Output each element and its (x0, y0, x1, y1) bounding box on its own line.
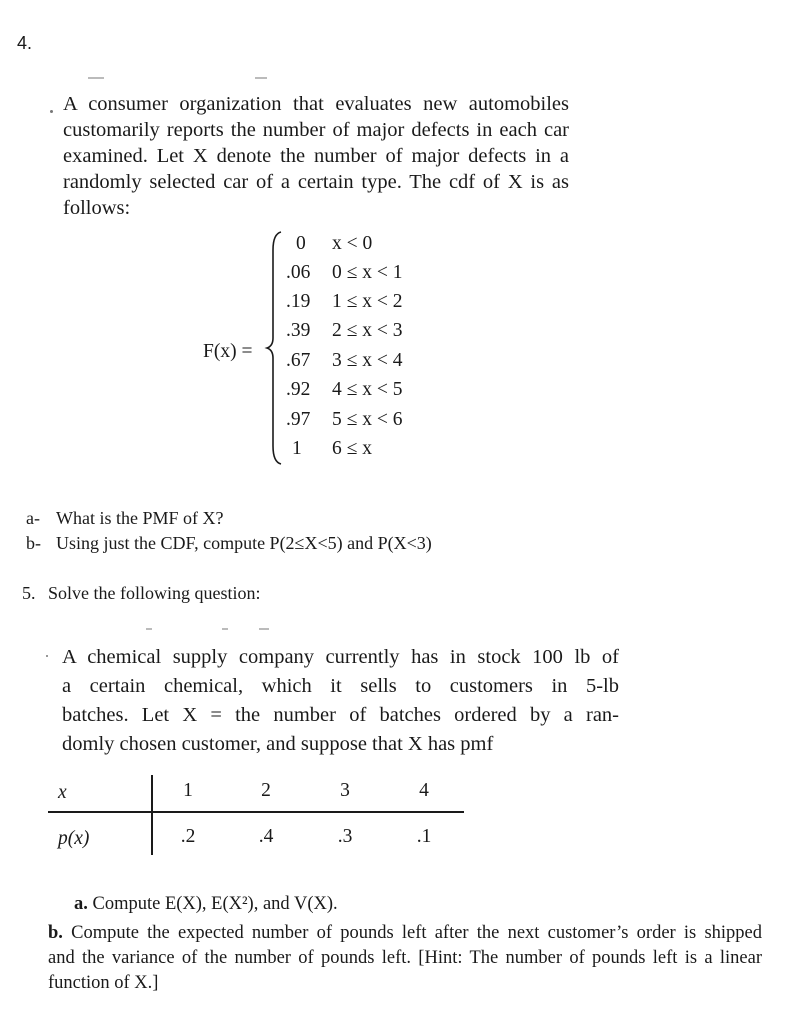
pmf-x-value: 1 (183, 780, 193, 801)
part-b-text: Using just the CDF, compute P(2≤X<5) and P(X<3) (56, 533, 432, 553)
part-b-line: function of X.] (48, 973, 159, 993)
cdf-condition: 6 ≤ x (332, 438, 372, 459)
pmf-table-vertical-rule (151, 775, 153, 855)
bullet-dot (46, 655, 48, 657)
cdf-condition: 0 ≤ x < 1 (332, 262, 403, 283)
cdf-value: .67 (286, 350, 311, 371)
part-a-label: a- (26, 508, 40, 528)
scan-artifact (222, 628, 228, 630)
pmf-p-value: .1 (416, 826, 432, 847)
cdf-condition: 2 ≤ x < 3 (332, 320, 403, 341)
part-b-label: b. (48, 923, 63, 943)
question-5-intro-line: A chemical supply company currently has in stock 100 lb of (62, 646, 619, 668)
cdf-value: 0 (296, 233, 306, 254)
question-5-heading: Solve the following question: (48, 583, 261, 603)
cdf-condition: 4 ≤ x < 5 (332, 379, 403, 400)
scan-artifact (88, 77, 104, 79)
cdf-value: 1 (292, 438, 302, 459)
question-5-intro (62, 643, 619, 759)
question-5-intro-line: batches. Let X = the number of batches ordered by a ran- (62, 704, 619, 726)
scan-artifact (255, 77, 267, 79)
question-5-part-b (48, 921, 762, 996)
cdf-condition: 1 ≤ x < 2 (332, 291, 403, 312)
pmf-p-header: p(x) (58, 828, 90, 849)
pmf-x-value: 4 (419, 780, 429, 801)
part-a-text: Compute E(X), E(X²), and V(X). (92, 894, 338, 914)
question-4-intro-line: follows: (63, 197, 131, 219)
question-4-intro-line: randomly selected car of a certain type. The cdf of X is as (63, 171, 569, 193)
question-4-intro-line: examined. Let X denote the number of major defects in a (63, 145, 569, 167)
pmf-table (48, 775, 464, 855)
question-4-intro (63, 91, 569, 221)
cdf-value: .06 (286, 262, 311, 283)
pmf-x-value: 2 (261, 780, 271, 801)
cdf-condition: 5 ≤ x < 6 (332, 409, 403, 430)
part-a-text: What is the PMF of X? (56, 508, 224, 528)
question-5-intro-line: a certain chemical, which it sells to customers in 5-lb (62, 675, 619, 697)
question-4-part-b (26, 531, 432, 555)
part-a-label: a. (74, 894, 88, 914)
cdf-value: .39 (286, 320, 311, 341)
scan-artifact (146, 628, 152, 630)
question-4-intro-line: customarily reports the number of major defects in each car (63, 119, 569, 141)
pmf-x-value: 3 (340, 780, 350, 801)
cdf-label: F(x) = (203, 341, 253, 362)
part-b-label: b- (26, 533, 41, 553)
pmf-p-value: .4 (258, 826, 274, 847)
scan-artifact (259, 628, 269, 630)
question-4-part-a (26, 506, 224, 530)
pmf-table-horizontal-rule (48, 811, 464, 813)
cdf-condition: x < 0 (332, 233, 373, 254)
curly-brace (264, 228, 284, 468)
pmf-p-value: .3 (337, 826, 353, 847)
question-5-part-a (74, 892, 338, 917)
pmf-p-value: .2 (180, 826, 196, 847)
question-4-number: 4. (17, 33, 33, 53)
question-5-intro-line: domly chosen customer, and suppose that X has pmf (62, 733, 494, 755)
cdf-value: .19 (286, 291, 311, 312)
question-5-heading-row (22, 581, 261, 605)
pmf-x-header: x (58, 782, 67, 803)
question-5-number: 5. (22, 583, 36, 603)
part-b-line: and the variance of the number of pounds left. [Hint: The number of pounds left is a linear (48, 948, 762, 968)
bullet-dot (50, 110, 53, 113)
cdf-condition: 3 ≤ x < 4 (332, 350, 403, 371)
part-b-line: b. Compute the expected number of pounds left after the next customer’s order is shipped (48, 923, 762, 943)
question-4-intro-line: A consumer organization that evaluates new automobiles (63, 93, 569, 115)
cdf-value: .92 (286, 379, 311, 400)
cdf-value: .97 (286, 409, 311, 430)
